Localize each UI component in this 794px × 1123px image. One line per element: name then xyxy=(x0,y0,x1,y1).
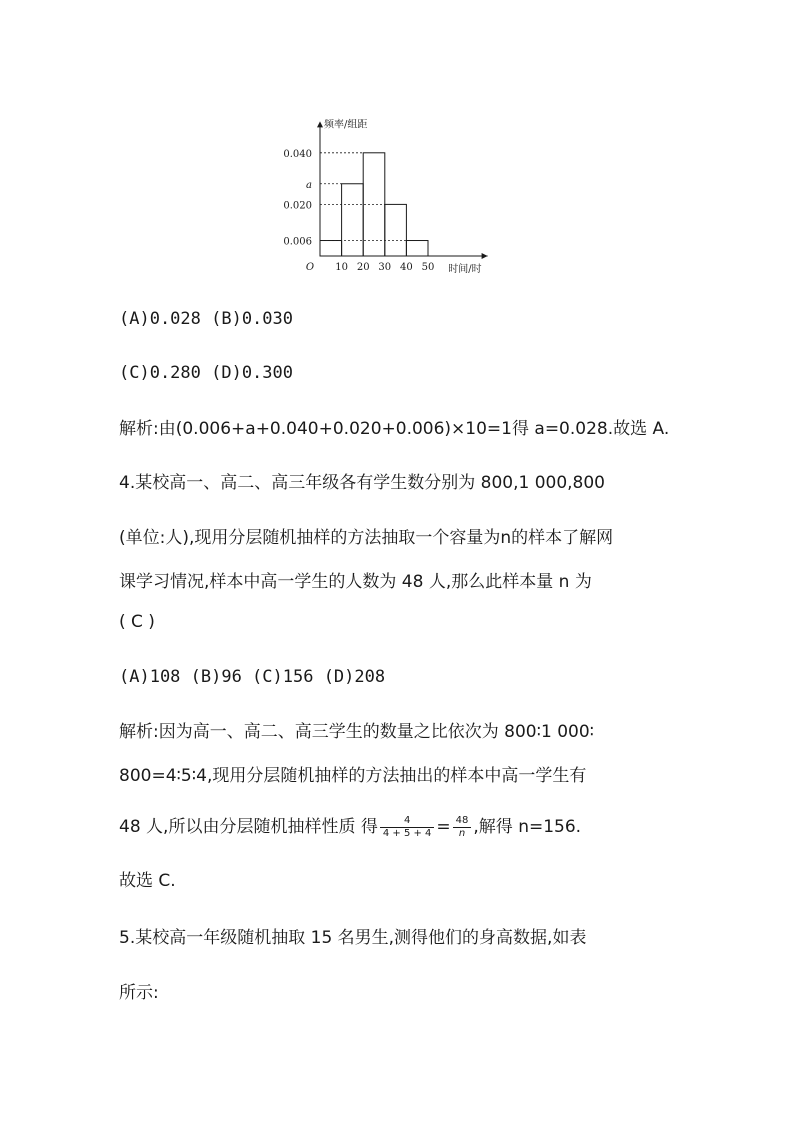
q4-question-line1: 4.某校高一、高二、高三年级各有学生数分别为 800,1 000,800 xyxy=(119,473,605,493)
q4-options: (A)108 (B)96 (C)156 (D)208 xyxy=(119,667,386,687)
histogram-bar xyxy=(406,241,428,256)
q4-question-line3: 课学习情况,样本中高一学生的人数为 48 人,那么此样本量 n 为 xyxy=(119,572,592,592)
q4-answer: ( C ) xyxy=(119,612,155,632)
x-tick-label: 50 xyxy=(421,262,435,273)
fraction-numerator: 48 xyxy=(453,815,472,828)
origin-label: O xyxy=(305,262,315,273)
fraction-numerator: 4 xyxy=(380,815,435,828)
q3-options-row1: (A)0.028 (B)0.030 xyxy=(119,309,293,329)
y-axis-arrow-icon xyxy=(317,121,323,127)
x-axis-arrow-icon xyxy=(482,253,488,259)
equals-sign: = xyxy=(436,817,451,837)
q4-solution-line3-text: 48 人,所以由分层随机抽样性质 得 xyxy=(119,817,378,837)
q4-solution-line4: 故选 C. xyxy=(119,871,176,891)
y-tick-label: 0.006 xyxy=(283,236,312,248)
x-tick-label: 10 xyxy=(335,262,348,273)
y-axis-label: 频率/组距 xyxy=(324,119,368,131)
q4-solution-line3-end: ,解得 n=156. xyxy=(473,817,582,837)
y-tick-label: a xyxy=(306,179,312,191)
y-tick-label: 0.020 xyxy=(283,200,312,212)
fraction-denominator: n xyxy=(458,827,466,839)
x-axis-label: 时间/时 xyxy=(448,264,482,275)
histogram-bar xyxy=(342,184,364,256)
fraction-denominator: 4 + 5 + 4 xyxy=(382,827,432,839)
x-tick-label: 20 xyxy=(356,262,370,273)
frequency-histogram xyxy=(280,98,530,283)
x-tick-label: 30 xyxy=(378,262,392,273)
q4-solution-line1: 解析:因为高一、高二、高三学生的数量之比依次为 800∶1 000∶ xyxy=(119,722,595,742)
q3-options-row2: (C)0.280 (D)0.300 xyxy=(119,363,293,383)
q4-solution-line3 xyxy=(119,813,581,841)
fraction-48-over-n xyxy=(453,815,472,840)
q5-question-line1: 5.某校高一年级随机抽取 15 名男生,测得他们的身高数据,如表 xyxy=(119,928,587,948)
histogram-bar xyxy=(320,241,342,256)
x-tick-label: 40 xyxy=(400,262,413,273)
q4-solution-line2: 800=4∶5∶4,现用分层随机抽样的方法抽出的样本中高一学生有 xyxy=(119,766,587,786)
q4-question-line2: (单位:人),现用分层随机抽样的方法抽取一个容量为n的样本了解网 xyxy=(119,528,614,548)
histogram-bar xyxy=(385,204,407,256)
y-tick-label: 0.040 xyxy=(283,148,312,160)
fraction-4-over-sum xyxy=(380,815,435,840)
q5-question-line2: 所示: xyxy=(119,983,159,1003)
q3-solution: 解析:由(0.006+a+0.040+0.020+0.006)×10=1得 a=0.028.故选 A. xyxy=(119,419,670,439)
